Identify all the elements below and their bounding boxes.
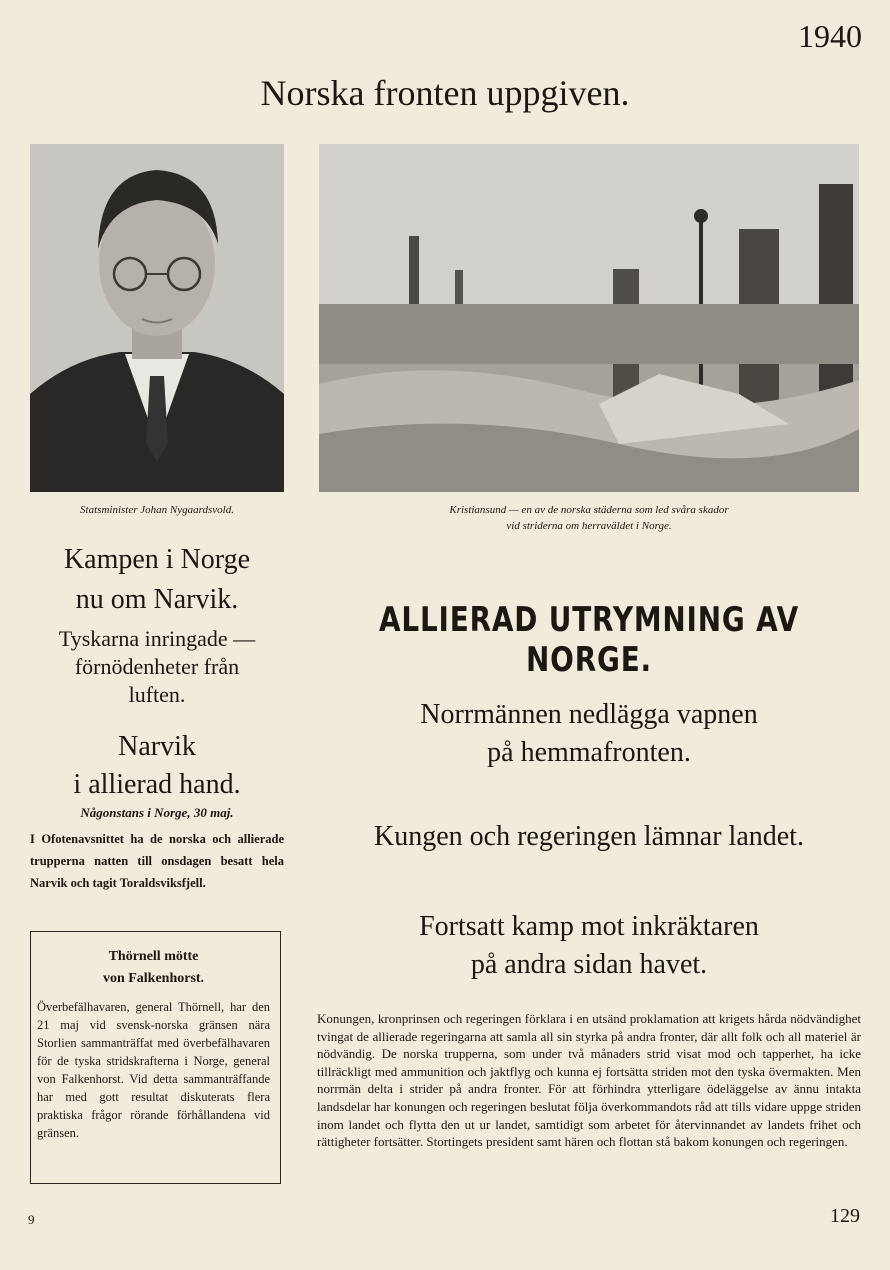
thornell-box (30, 931, 281, 1184)
box-paragraph: Överbefälhavaren, general Thörnell, har den 21 maj vid svensk-norska gränsen nära Storlien sammanträffat med överbefälhavaren för de tyska stridskrafterna i Norge, general von Falkenhorst. Vid detta sammanträffande har med gott resultat diskuterats flera praktiska frågor rörande förhållandena vid gränsen. (37, 1000, 270, 1140)
narvik-line1: Narvik (118, 731, 196, 762)
sub1-line2: på hemmafronten. (487, 737, 691, 768)
sub3-line2: på andra sidan havet. (470, 949, 708, 980)
kampen-headline (22, 540, 292, 620)
year-label: 1940 (798, 18, 862, 54)
narvik-line2: i allierad hand. (73, 769, 241, 800)
narvik-lead-paragraph: I Ofotenavsnittet ha de norska och allierade trupperna natten till onsdagen besatt hela Narvik och tagit Toraldsviksfjell. (30, 832, 284, 890)
subheadline-fight (319, 908, 859, 984)
page-number: 129 (830, 1205, 860, 1227)
ruins-caption (319, 502, 859, 534)
tyskarna-line2: förnödenheter från (74, 654, 240, 679)
sub1-line1: Norrmännen nedlägga vapnen (420, 699, 758, 730)
box-title (37, 946, 270, 990)
kampen-line1: Kampen i Norge (63, 544, 251, 575)
ruins-photo (319, 144, 859, 492)
left-page-marker: 9 (28, 1212, 35, 1227)
sub3-line1: Fortsatt kamp mot inkräktaren (419, 911, 759, 942)
ruins-caption-line2: vid striderna om herraväldet i Norge. (506, 520, 672, 532)
kampen-line2: nu om Narvik. (75, 584, 239, 615)
page-title: Norska fronten uppgiven. (260, 73, 630, 113)
narvik-headline (22, 728, 292, 804)
portrait-caption: Statsminister Johan Nygaardsvold. (80, 504, 234, 516)
subheadline-weapons (319, 696, 859, 772)
ruins-caption-line1: Kristiansund — en av de norska städerna som led svåra skador (449, 504, 729, 516)
box-title-line1: Thörnell mötte (108, 949, 199, 964)
main-headline: ALLIERAD UTRYMNING AV NORGE. (378, 600, 800, 680)
tyskarna-line3: luften. (128, 682, 186, 707)
tyskarna-line1: Tyskarna inringade — (58, 626, 256, 651)
portrait-photo (30, 144, 284, 492)
tyskarna-subheadline (22, 625, 292, 709)
subheadline-king: Kungen och regeringen lämnar landet. (374, 821, 804, 852)
box-title-line2: von Falkenhorst. (102, 971, 205, 986)
proclamation-paragraph: Konungen, kronprinsen och regeringen förklara i en utsänd proklamation att krigets hårda nödvändighet tvingat de allierade regeringarna att samla all sin styrka på andra fronter, där allt folk och all materiel är nödvändig. De norska trupperna, som under två månaders strid visat mod och tapperhet, ha icke tillräckligt med ammunition och jaktflyg och kunna ej fortsätta striden mot den tyska övermakten. Men norrmän delta i strider på andra fronter. För att förhindra ytterligare ödeläggelse av ännu intakta landsdelar har konungen och regeringen beslutat följa överkommandots råd att tills vidare uppge striden inom landet och flytta den ut ur landet, samtidigt som arbetet för återvinnandet av landets frihet och rättigheter fortsätter. Stortingets president samt hären och flottan stå bakom konungen och regeringen. (317, 1011, 861, 1150)
dateline: Någonstans i Norge, 30 maj. (80, 805, 234, 820)
